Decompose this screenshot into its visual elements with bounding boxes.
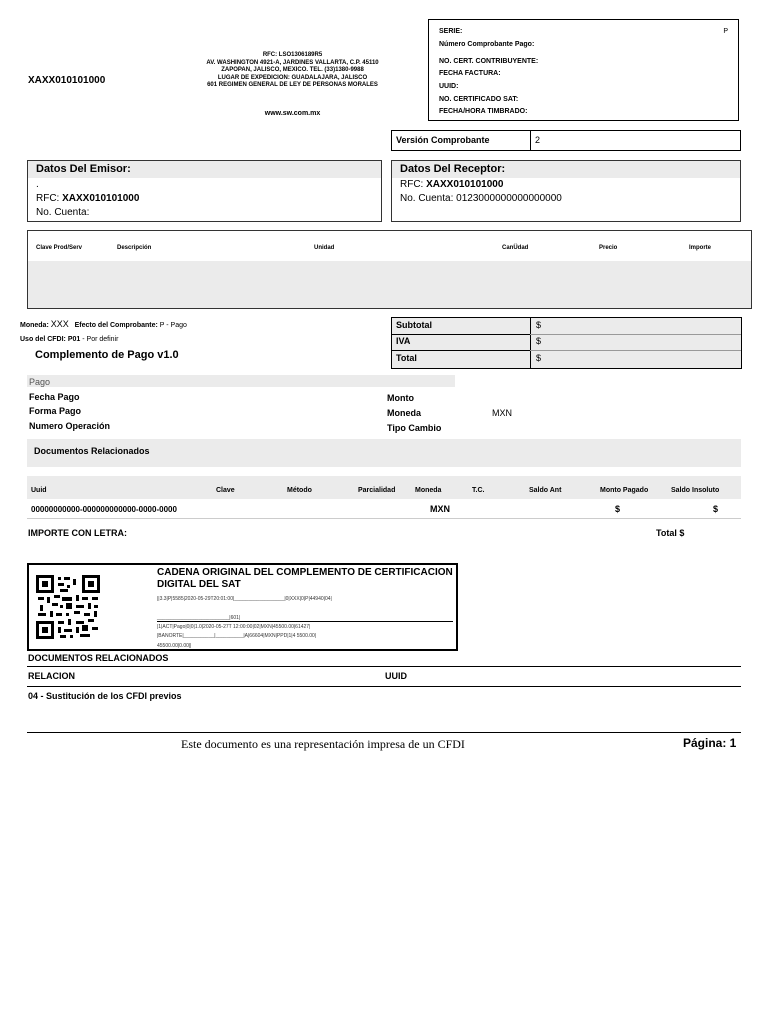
docs-col-metodo: Método xyxy=(287,487,312,494)
forma-pago-label: Forma Pago xyxy=(29,406,82,416)
docs-row-moneda: MXN xyxy=(430,504,450,514)
docs-col-saldo-ant: Saldo Ant xyxy=(529,487,562,494)
emisor-box xyxy=(27,160,382,222)
docs-col-moneda: Moneda xyxy=(415,487,442,494)
page-number: Página: 1 xyxy=(683,736,737,750)
sat-box xyxy=(27,563,458,651)
tipo-cambio-label: Tipo Cambio xyxy=(387,423,442,433)
relacionados-title: DOCUMENTOS RELACIONADOS xyxy=(28,653,169,663)
company-website: www.sw.com.mx xyxy=(264,110,321,117)
docs-row xyxy=(27,500,741,518)
importe-letra-label: IMPORTE CON LETRA: xyxy=(28,528,127,538)
invoice-info-box xyxy=(428,19,739,121)
emisor-rfc: RFC: XAXX010101000 xyxy=(36,193,140,204)
pago-title: Pago xyxy=(29,377,51,387)
company-city: ZAPOPAN, JALISCO, MEXICO. TEL. (33)1380-9988 xyxy=(221,67,364,73)
fecha-pago-label: Fecha Pago xyxy=(29,392,80,402)
company-address: AV. WASHINGTON 4921-A, JARDINES VALLARTA, C.P. 45110 xyxy=(206,59,379,66)
docs-row-uuid: 00000000000-000000000000-0000-0000 xyxy=(31,505,177,514)
docs-row-monto-pagado: $ xyxy=(615,504,621,514)
iva-label: IVA xyxy=(396,336,411,346)
fecha-factura-label: FECHA FACTURA: xyxy=(439,70,501,77)
docs-col-uuid: Uuid xyxy=(31,487,47,494)
sat-title: CADENA ORIGINAL DEL COMPLEMENTO DE CERTIFICACION DIGITAL DEL SAT xyxy=(157,567,453,590)
col-descripcion: Descripción xyxy=(117,245,152,251)
emisor-cuenta: No. Cuenta: xyxy=(36,207,90,218)
docs-title-bar xyxy=(27,439,741,467)
complemento-title: Complemento de Pago v1.0 xyxy=(35,349,179,361)
version-box xyxy=(391,130,741,151)
numero-operacion-label: Numero Operación xyxy=(29,421,111,431)
emisor-title: Datos Del Emisor: xyxy=(36,163,131,175)
subtotal-currency: $ xyxy=(536,320,542,330)
receptor-cuenta: No. Cuenta: 0123000000000000000 xyxy=(400,193,562,204)
col-unidad: Unidad xyxy=(314,245,335,251)
docs-col-monto-pagado: Monto Pagado xyxy=(600,487,649,494)
moneda-efecto-line: Moneda: XXX Efecto del Comprobante: P - Pago xyxy=(20,319,187,329)
col-cantidad: CanÜdad xyxy=(502,245,529,251)
qr-code-icon xyxy=(36,575,100,639)
serie-label: SERIE: xyxy=(439,28,463,35)
docs-col-clave: Clave xyxy=(216,487,235,494)
pago-moneda-value: MXN xyxy=(492,408,512,418)
cert-contribuyente-label: NO. CERT. CONTRIBUYENTE: xyxy=(439,58,539,65)
issuer-rfc: XAXX010101000 xyxy=(28,75,106,86)
subtotal-label: Subtotal xyxy=(396,320,432,330)
iva-currency: $ xyxy=(536,336,542,346)
docs-col-saldo-insoluto: Saldo Insoluto xyxy=(671,487,720,494)
company-expedition: LUGAR DE EXPEDICION: GUADALAJARA, JALISCO xyxy=(217,74,368,81)
relacion-value: 04 - Sustitución de los CFDI previos xyxy=(28,691,182,701)
col-precio: Precio xyxy=(599,245,618,251)
serie-value: P xyxy=(723,28,728,35)
company-address-block xyxy=(180,52,405,90)
footer-disclaimer: Este documento es una representación impresa de un CFDI xyxy=(181,737,465,751)
version-value: 2 xyxy=(535,135,541,145)
col-clave-prod: Clave Prod/Serv xyxy=(36,245,83,251)
sat-line-4: |BANORTE|___________|__________|A|66604|MXN|PPD|1|4 5500.00| xyxy=(157,633,317,639)
total-currency: $ xyxy=(536,353,542,363)
receptor-title: Datos Del Receptor: xyxy=(400,163,506,175)
uuid-label: UUID: xyxy=(439,83,459,90)
sat-line-5: 45500.00|0.00|| xyxy=(157,643,192,649)
relacion-uuid-label: UUID xyxy=(385,671,407,681)
items-table xyxy=(27,230,752,309)
emisor-name: . xyxy=(36,179,39,190)
relacion-label: RELACION xyxy=(28,671,75,681)
numero-pago-label: Número Comprobante Pago: xyxy=(439,41,535,48)
cert-sat-label: NO. CERTIFICADO SAT: xyxy=(439,96,519,103)
docs-header-row xyxy=(27,476,741,499)
docs-col-tc: T.C. xyxy=(472,487,485,494)
totals-box xyxy=(391,317,742,369)
version-label: Versión Comprobante xyxy=(396,135,490,145)
sat-line-2: __________________________|601| xyxy=(157,615,241,621)
total-label: Total xyxy=(396,353,417,363)
col-importe: Importe xyxy=(689,245,712,251)
company-regime: 601 REGIMEN GENERAL DE LEY DE PERSONAS MORALES xyxy=(207,82,378,88)
receptor-box xyxy=(391,160,741,222)
importe-total-label: Total $ xyxy=(656,528,685,538)
sat-line-1: ||3.3|P|5585|2020-05-29T20:01:00|__________________|0|XXX|0|P|44940|04| xyxy=(157,596,332,602)
docs-col-parcialidad: Parcialidad xyxy=(358,487,396,494)
fecha-timbrado-label: FECHA/HORA TIMBRADO: xyxy=(439,108,528,115)
uso-cfdi-line: Uso del CFDI: P01 - Por definir xyxy=(20,336,119,343)
docs-row-saldo-insoluto: $ xyxy=(713,504,719,514)
pago-moneda-label: Moneda xyxy=(387,408,422,418)
docs-title: Documentos Relacionados xyxy=(34,446,150,456)
company-rfc: RFC: LSO1306189R5 xyxy=(262,52,323,58)
pago-header xyxy=(27,375,455,387)
monto-label: Monto xyxy=(387,393,414,403)
sat-line-3: |1|ACT|Pago|0|0|1.0|2020-05-27T 12:00:00|02|MXN|45500.00|61427| xyxy=(157,624,311,630)
receptor-rfc: RFC: XAXX010101000 xyxy=(400,179,504,190)
